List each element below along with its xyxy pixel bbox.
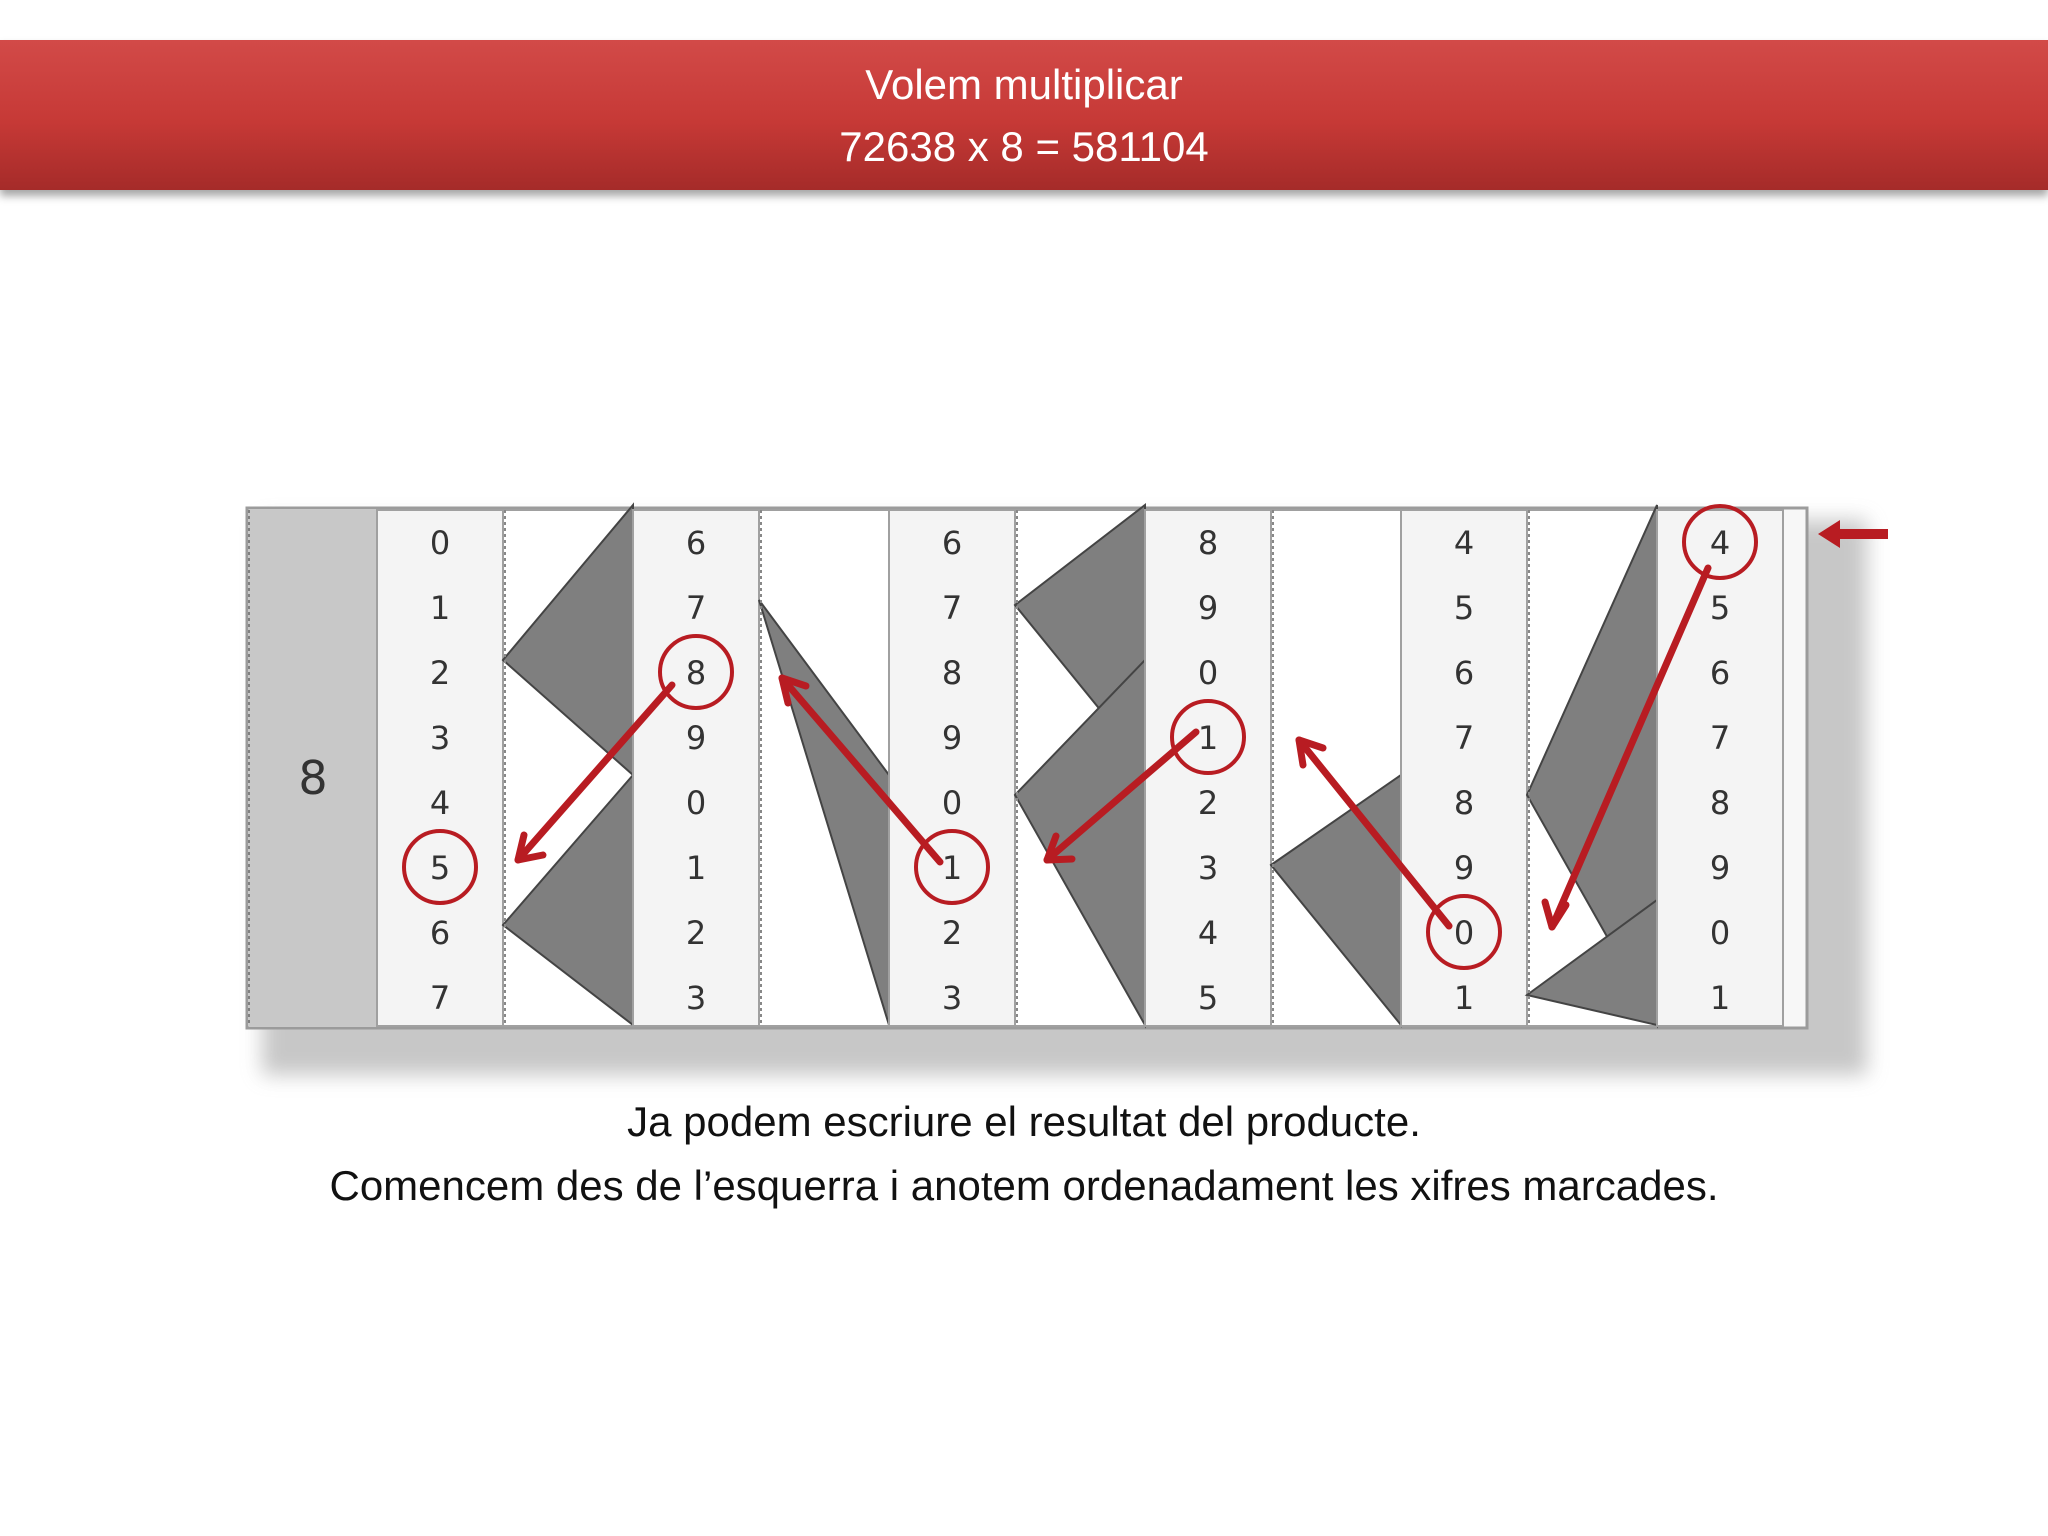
strip-digit: 4 [1197,914,1219,952]
strip-digit: 5 [1453,589,1475,627]
strip-digit: 0 [685,784,707,822]
multiplier-digit: 8 [298,751,328,805]
strip-digit: 1 [1709,979,1731,1017]
strip-digit: 9 [1197,589,1219,627]
strip-digit: 4 [1453,524,1475,562]
strip-digit: 5 [1709,589,1731,627]
strip-digit: 1 [429,589,451,627]
strip-digit: 3 [685,979,707,1017]
strip-digit: 2 [429,654,451,692]
caption-line-1: Ja podem escriure el resultat del producte. [627,1098,1421,1145]
strip-digit: 0 [429,524,451,562]
strip-digit: 6 [941,524,963,562]
strip-digit: 8 [941,654,963,692]
strip-digit: 3 [429,719,451,757]
strip-digit: 0 [1197,654,1219,692]
caption-line-2: Comencem des de l’esquerra i anotem ordenadament les xifres marcades. [329,1162,1719,1209]
strip-digit: 4 [1709,524,1731,562]
strip-digit: 2 [941,914,963,952]
strip-digit: 9 [941,719,963,757]
strip-digit: 1 [1197,719,1219,757]
strip-digit: 8 [1453,784,1475,822]
strip-digit: 8 [1709,784,1731,822]
strip-digit: 8 [685,654,707,692]
strip-digit: 7 [1453,719,1475,757]
strip-digit: 1 [685,849,707,887]
strip-digit: 9 [1709,849,1731,887]
strip-digit: 6 [1709,654,1731,692]
strip-digit: 6 [429,914,451,952]
strip-digit: 1 [1453,979,1475,1017]
strip-digit: 6 [1453,654,1475,692]
strip-digit: 9 [685,719,707,757]
title-line-2: 72638 x 8 = 581104 [839,123,1209,170]
strip-digit: 3 [1197,849,1219,887]
strip-digit: 3 [941,979,963,1017]
strip-digit: 9 [1453,849,1475,887]
title-line-1: Volem multiplicar [865,61,1183,108]
strip-digit: 5 [429,849,451,887]
strip-digit: 7 [941,589,963,627]
strip-digit: 6 [685,524,707,562]
strip-digit: 1 [941,849,963,887]
strip-digit: 0 [1709,914,1731,952]
caption [0,1090,2048,1218]
strip-digit: 0 [941,784,963,822]
strip-digit: 5 [1197,979,1219,1017]
strip-digit: 7 [429,979,451,1017]
strip-digit: 7 [1709,719,1731,757]
strip-digit: 8 [1197,524,1219,562]
strip-digit: 2 [1197,784,1219,822]
strip-layer [377,505,1783,1026]
strip-digit: 4 [429,784,451,822]
strip-digit: 0 [1453,914,1475,952]
strip-digit: 7 [685,589,707,627]
strip-digit: 2 [685,914,707,952]
